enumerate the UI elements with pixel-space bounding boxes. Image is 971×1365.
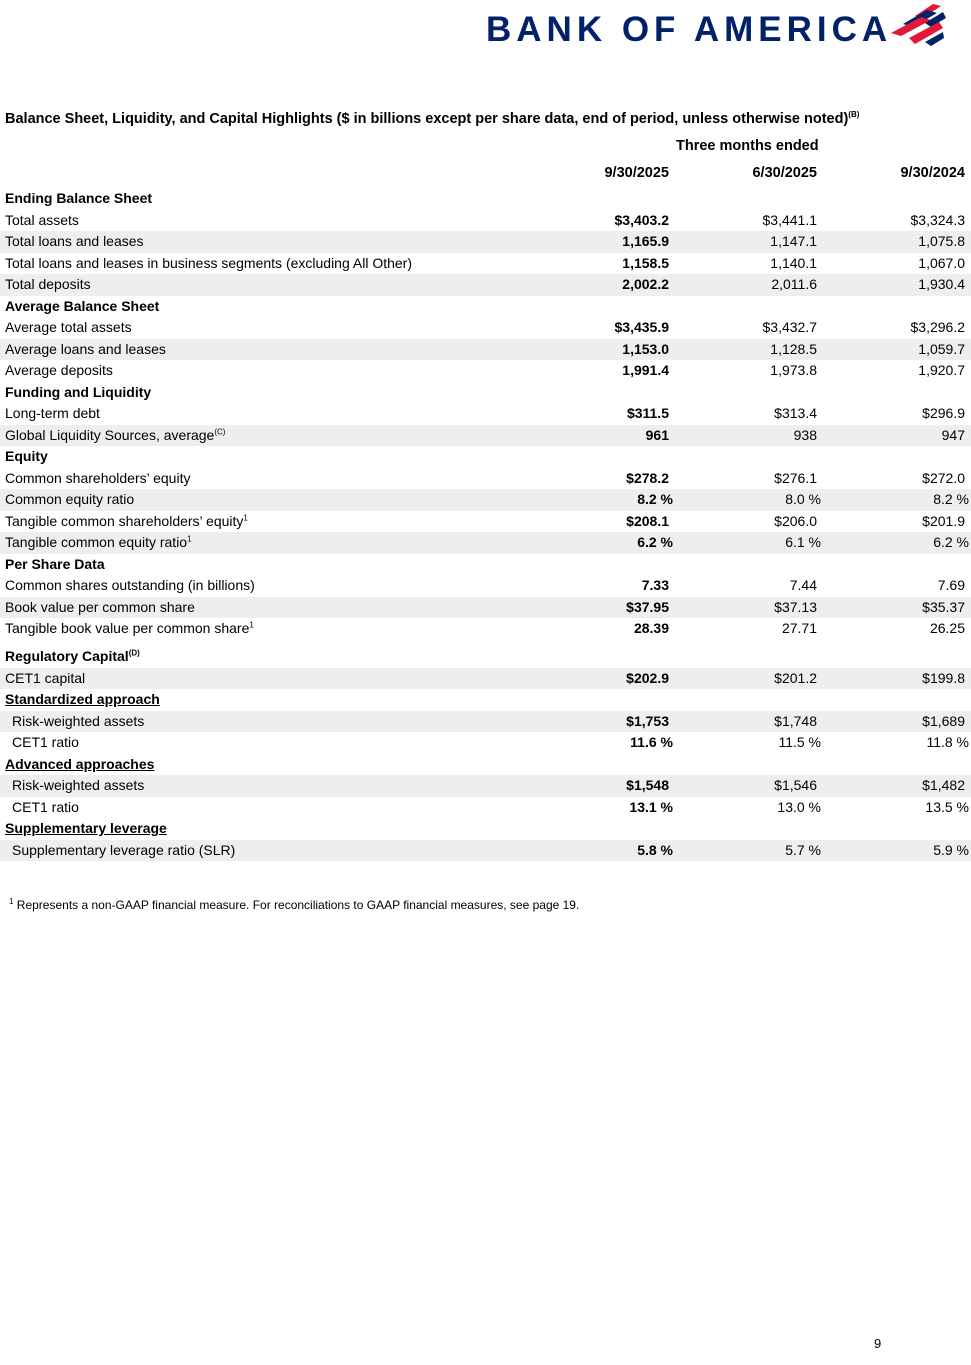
cell-value: 8.0 %	[785, 491, 821, 507]
section-header	[0, 640, 971, 668]
table-row	[0, 403, 971, 425]
footnote: $^1$ Represents a non-GAAP financial measure. For reconciliations to GAAP financial measures, see page 19.	[9, 897, 580, 912]
cell-value: 6.1 %	[785, 534, 821, 550]
table-row	[0, 732, 971, 754]
column-header-9-30-2025: 9/30/2025	[604, 165, 669, 181]
cell-value: $276.1	[774, 469, 817, 486]
cell-value: 11.6 %	[630, 734, 673, 750]
section-header	[0, 446, 971, 468]
table-row	[0, 468, 971, 490]
table-row	[0, 511, 971, 533]
cell-value: 8.2 %	[933, 491, 969, 507]
cell-value: $1,482	[922, 777, 965, 793]
row-label: Supplementary leverage	[5, 820, 167, 836]
column-header-9-30-2024: 9/30/2024	[900, 165, 965, 181]
cell-value: $37.13	[774, 598, 817, 615]
table-row	[0, 489, 971, 511]
table-row	[0, 210, 971, 232]
section-header	[0, 188, 971, 210]
row-label: Long-term debt	[5, 405, 100, 421]
cell-value: $35.37	[922, 598, 965, 615]
cell-value: $3,432.7	[762, 319, 817, 335]
cell-value: 5.8 %	[637, 841, 673, 858]
row-label: Tangible common equity ratio$^1$	[5, 534, 192, 550]
cell-value: 5.7 %	[785, 841, 821, 858]
cell-value: $202.9	[626, 669, 669, 686]
row-label: Tangible book value per common share$^1$	[5, 620, 254, 636]
cell-value: 2,002.2	[622, 276, 669, 292]
cell-value: $1,546	[774, 777, 817, 793]
row-label: Risk-weighted assets	[12, 777, 145, 793]
cell-value: 1,930.4	[918, 276, 965, 292]
row-label: CET1 ratio	[12, 798, 79, 815]
cell-value: 7.69	[937, 577, 965, 593]
table-row	[0, 618, 971, 640]
cell-value: 938	[793, 426, 817, 443]
table-row	[0, 425, 971, 447]
table-row	[0, 360, 971, 382]
cell-value: 1,920.7	[918, 362, 965, 378]
cell-value: $3,435.9	[614, 319, 669, 335]
row-label: Average total assets	[5, 319, 132, 335]
cell-value: 26.25	[929, 620, 965, 636]
cell-value: $272.0	[922, 469, 965, 486]
section-header	[0, 296, 971, 318]
cell-value: 961	[645, 426, 669, 443]
table-row	[0, 597, 971, 619]
cell-value: $3,403.2	[614, 211, 669, 228]
cell-value: 6.2 %	[637, 534, 673, 550]
cell-value: $1,753	[626, 712, 669, 729]
column-headers	[0, 165, 971, 185]
column-group-header: Three months ended	[676, 138, 819, 154]
cell-value: 1,991.4	[622, 362, 669, 378]
cell-value: 13.0 %	[777, 798, 821, 815]
cell-value: $278.2	[626, 469, 669, 486]
table-row	[0, 253, 971, 275]
section-header	[0, 382, 971, 404]
cell-value: $1,689	[922, 712, 965, 729]
cell-value: 1,153.0	[622, 340, 669, 357]
row-label: Average Balance Sheet	[5, 297, 160, 314]
cell-value: $1,748	[774, 712, 817, 729]
cell-value: 28.39	[633, 620, 669, 636]
cell-value: $3,296.2	[910, 319, 965, 335]
cell-value: 1,147.1	[770, 233, 817, 249]
section-header	[0, 689, 971, 711]
bank-of-america-logo	[486, 2, 946, 52]
cell-value: 1,067.0	[918, 254, 965, 271]
table-row	[0, 775, 971, 797]
cell-value: 1,140.1	[770, 254, 817, 271]
row-label: Average deposits	[5, 362, 113, 378]
row-label: Common shares outstanding (in billions)	[5, 577, 255, 593]
cell-value: $201.2	[774, 669, 817, 686]
section-header	[0, 554, 971, 576]
page-title: Balance Sheet, Liquidity, and Capital Highlights ($ in billions except per share data, end of period, unless otherwise noted)$^{(B)}$	[5, 110, 860, 127]
table-row	[0, 274, 971, 296]
cell-value: 11.8 %	[926, 734, 969, 750]
row-label: Total loans and leases in business segments (excluding All Other)	[5, 254, 412, 271]
row-label: CET1 capital	[5, 669, 86, 686]
cell-value: $313.4	[774, 405, 817, 421]
cell-value: 27.71	[781, 620, 817, 636]
cell-value: 5.9 %	[933, 841, 969, 858]
cell-value: 13.5 %	[925, 798, 969, 815]
cell-value: 1,973.8	[770, 362, 817, 378]
row-label: Advanced approaches	[5, 755, 155, 772]
row-label: Common shareholders’ equity	[5, 469, 191, 486]
row-label: Book value per common share	[5, 598, 195, 615]
table-body	[0, 188, 971, 861]
row-label: Tangible common shareholders’ equity$^1$	[5, 512, 248, 529]
cell-value: 7.33	[641, 577, 669, 593]
cell-value: 1,158.5	[622, 254, 669, 271]
cell-value: 6.2 %	[933, 534, 969, 550]
cell-value: 8.2 %	[637, 491, 673, 507]
page-number: 9	[874, 1336, 882, 1351]
cell-value: 11.5 %	[778, 734, 821, 750]
cell-value: $201.9	[922, 512, 965, 529]
table-row	[0, 317, 971, 339]
table-row	[0, 575, 971, 597]
cell-value: $311.5	[626, 405, 669, 421]
table-row	[0, 711, 971, 733]
cell-value: $206.0	[774, 512, 817, 529]
table-row	[0, 797, 971, 819]
cell-value: 1,075.8	[918, 233, 965, 249]
row-label: Ending Balance Sheet	[5, 190, 153, 206]
row-label: Regulatory Capital$^{(D)}$	[5, 647, 140, 664]
table-row	[0, 840, 971, 862]
row-label: Total loans and leases	[5, 233, 144, 249]
cell-value: 947	[941, 426, 965, 443]
table-row	[0, 532, 971, 554]
cell-value: 2,011.6	[771, 276, 817, 292]
row-label: Risk-weighted assets	[12, 712, 145, 729]
section-header	[0, 818, 971, 840]
row-label: CET1 ratio	[12, 734, 79, 750]
cell-value: 1,165.9	[622, 233, 669, 249]
row-label: Common equity ratio	[5, 491, 135, 507]
cell-value: $3,324.3	[910, 211, 965, 228]
logo-wordmark: BANK OF AMERICA	[486, 10, 893, 49]
cell-value: $1,548	[626, 777, 669, 793]
row-label: Standardized approach	[5, 691, 160, 707]
table-row	[0, 668, 971, 690]
row-label: Supplementary leverage ratio (SLR)	[12, 841, 236, 858]
cell-value: $296.9	[922, 405, 965, 421]
row-label: Total deposits	[5, 276, 91, 292]
table-row	[0, 231, 971, 253]
cell-value: $3,441.1	[762, 211, 817, 228]
row-label: Total assets	[5, 211, 79, 228]
cell-value: 7.44	[789, 577, 817, 593]
cell-value: 13.1 %	[629, 798, 673, 815]
cell-value: $37.95	[626, 598, 669, 615]
row-label: Global Liquidity Sources, average$^{(C)}$	[5, 426, 226, 443]
row-label: Equity	[5, 448, 48, 464]
section-header	[0, 754, 971, 776]
row-label: Per Share Data	[5, 555, 105, 572]
row-label: Average loans and leases	[5, 340, 166, 357]
cell-value: 1,059.7	[918, 340, 965, 357]
cell-value: 1,128.5	[770, 340, 817, 357]
table-row	[0, 339, 971, 361]
cell-value: $208.1	[626, 512, 669, 529]
column-header-6-30-2025: 6/30/2025	[752, 165, 817, 181]
row-label: Funding and Liquidity	[5, 383, 152, 400]
flag-logo-icon	[881, 2, 946, 52]
cell-value: $199.8	[922, 669, 965, 686]
